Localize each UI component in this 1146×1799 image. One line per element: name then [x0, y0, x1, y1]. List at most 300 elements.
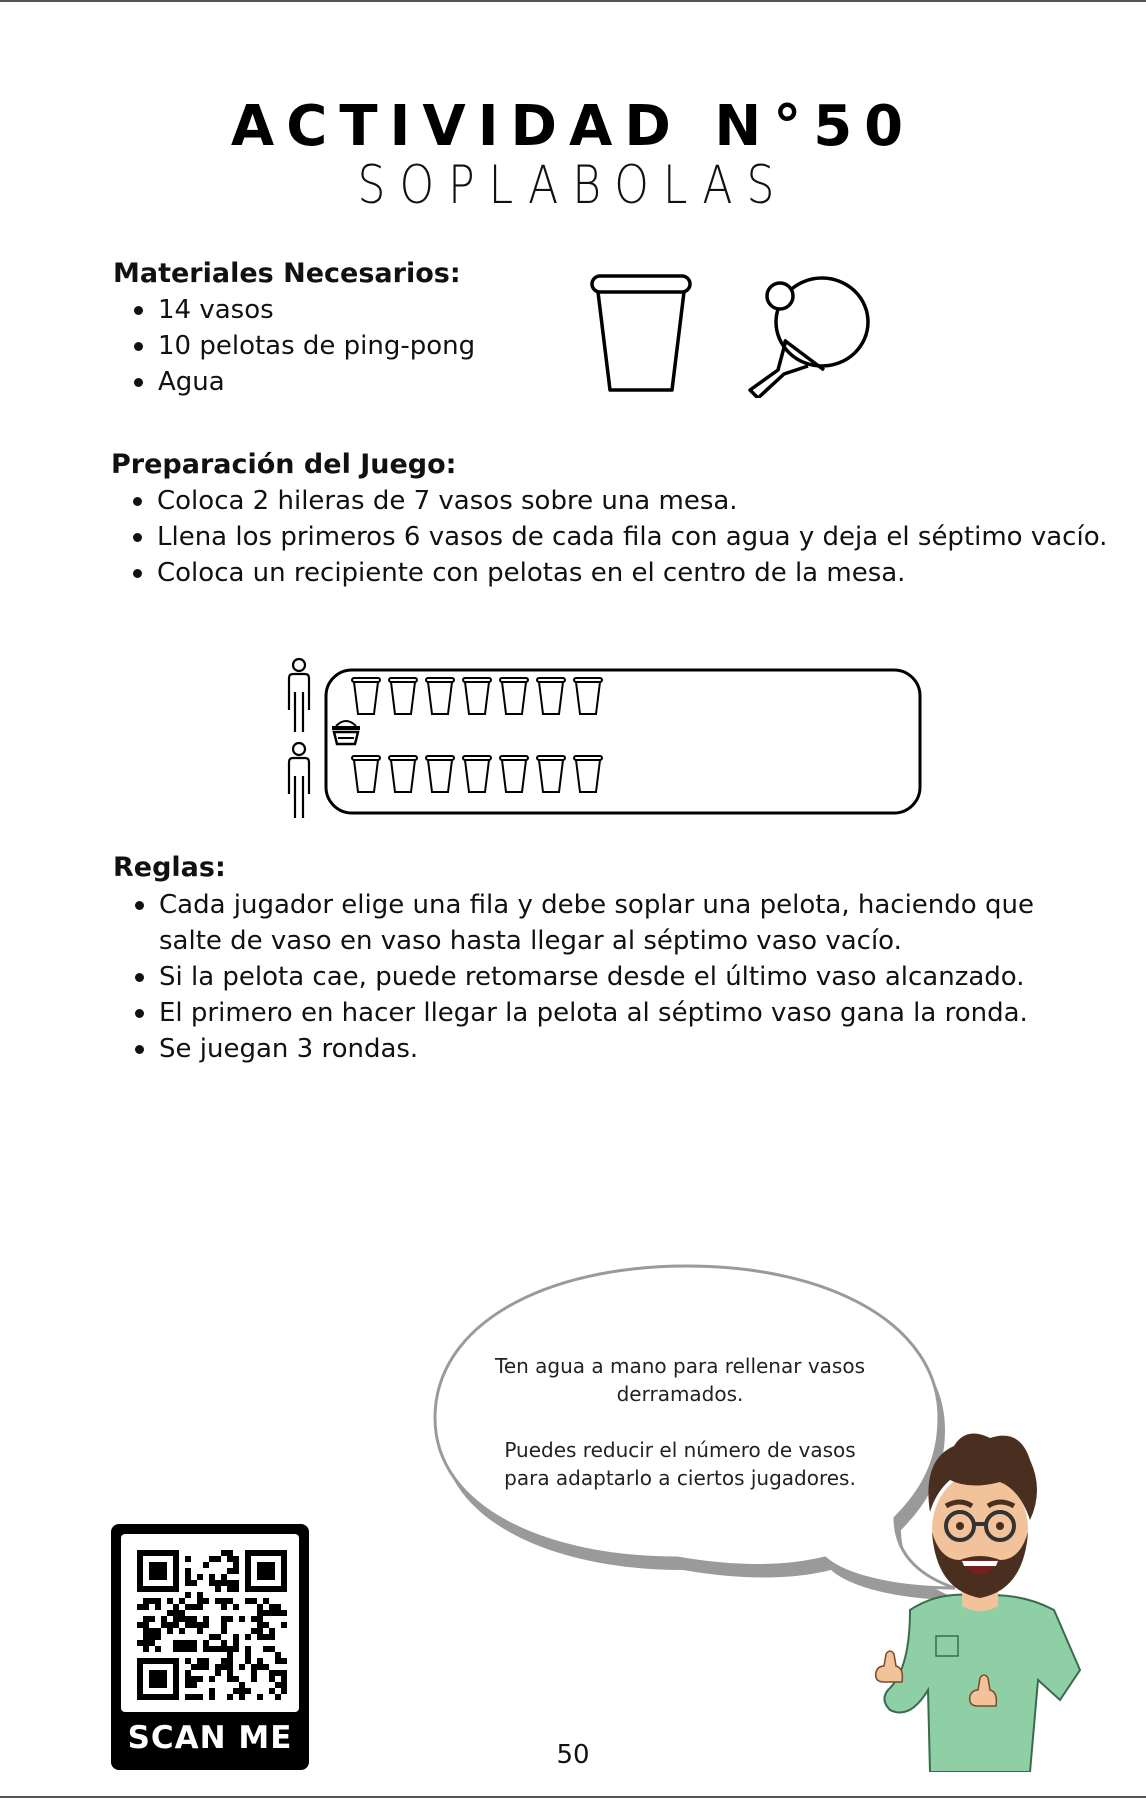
- cup-icon: [391, 760, 415, 792]
- qr-module: [191, 1616, 197, 1622]
- qr-module: [215, 1580, 221, 1586]
- qr-module: [227, 1568, 233, 1574]
- qr-module: [263, 1598, 269, 1604]
- cup-row: [352, 756, 602, 792]
- qr-module: [221, 1574, 227, 1580]
- qr-module: [263, 1634, 269, 1640]
- qr-module: [257, 1610, 263, 1616]
- qr-module: [143, 1628, 149, 1634]
- qr-module: [155, 1568, 161, 1574]
- qr-module: [281, 1676, 287, 1682]
- qr-module: [275, 1604, 281, 1610]
- qr-module: [251, 1616, 257, 1622]
- qr-module: [173, 1622, 179, 1628]
- qr-module: [215, 1664, 221, 1670]
- qr-module: [191, 1622, 197, 1628]
- qr-module: [263, 1568, 269, 1574]
- qr-module: [173, 1682, 179, 1688]
- qr-module: [173, 1640, 179, 1646]
- qr-module: [281, 1610, 287, 1616]
- qr-module: [149, 1670, 155, 1676]
- rules-list: [159, 887, 1089, 1067]
- qr-module: [179, 1640, 185, 1646]
- qr-module: [179, 1610, 185, 1616]
- qr-module: [155, 1658, 161, 1664]
- qr-module: [269, 1676, 275, 1682]
- qr-module: [149, 1628, 155, 1634]
- cup-icon: [465, 682, 489, 714]
- person-icon: [289, 659, 309, 732]
- qr-module: [143, 1598, 149, 1604]
- cup-icon: [391, 682, 415, 714]
- cup-icon: [574, 756, 602, 760]
- qr-module: [167, 1598, 173, 1604]
- qr-module: [221, 1640, 227, 1646]
- qr-module: [269, 1610, 275, 1616]
- qr-module: [149, 1586, 155, 1592]
- qr-module: [257, 1562, 263, 1568]
- qr-module: [233, 1634, 239, 1640]
- cup-icon: [428, 760, 452, 792]
- qr-module: [197, 1664, 203, 1670]
- qr-module: [173, 1604, 179, 1610]
- qr-module: [173, 1658, 179, 1664]
- qr-module: [269, 1550, 275, 1556]
- qr-module: [155, 1628, 161, 1634]
- qr-module: [197, 1592, 203, 1598]
- qr-module: [137, 1688, 143, 1694]
- qr-module: [275, 1550, 281, 1556]
- qr-module: [227, 1646, 233, 1652]
- qr-module: [137, 1586, 143, 1592]
- qr-module: [161, 1658, 167, 1664]
- qr-module: [215, 1598, 221, 1604]
- qr-module: [167, 1658, 173, 1664]
- qr-module: [155, 1646, 161, 1652]
- qr-module: [185, 1580, 191, 1586]
- qr-module: [185, 1574, 191, 1580]
- qr-module: [161, 1622, 167, 1628]
- qr-module: [179, 1598, 185, 1604]
- qr-module: [263, 1550, 269, 1556]
- qr-module: [257, 1586, 263, 1592]
- qr-module: [281, 1550, 287, 1556]
- qr-module: [203, 1598, 209, 1604]
- qr-module: [281, 1670, 287, 1676]
- qr-module: [149, 1658, 155, 1664]
- cup-icon: [576, 760, 600, 792]
- top-border: [0, 0, 1146, 2]
- qr-module: [137, 1622, 143, 1628]
- qr-module: [197, 1676, 203, 1682]
- qr-module: [173, 1550, 179, 1556]
- qr-module: [263, 1562, 269, 1568]
- qr-module: [149, 1640, 155, 1646]
- qr-module: [143, 1658, 149, 1664]
- qr-module: [221, 1628, 227, 1634]
- cup-icon: [463, 756, 491, 760]
- cup-icon: [500, 756, 528, 760]
- qr-module: [137, 1670, 143, 1676]
- qr-module: [269, 1670, 275, 1676]
- qr-module: [155, 1574, 161, 1580]
- qr-module: [245, 1586, 251, 1592]
- qr-module: [251, 1586, 257, 1592]
- qr-module: [233, 1640, 239, 1646]
- qr-module: [263, 1622, 269, 1628]
- list-item: El primero en hacer llegar la pelota al séptimo vaso gana la ronda.: [159, 995, 1089, 1031]
- qr-module: [155, 1670, 161, 1676]
- qr-module: [155, 1562, 161, 1568]
- qr-module: [281, 1574, 287, 1580]
- qr-module: [185, 1604, 191, 1610]
- qr-module: [185, 1592, 191, 1598]
- qr-module: [269, 1604, 275, 1610]
- qr-module: [275, 1682, 281, 1688]
- qr-module: [161, 1568, 167, 1574]
- ping-pong-paddle-icon: [744, 270, 872, 398]
- table-icon: [326, 670, 920, 813]
- qr-module: [257, 1568, 263, 1574]
- qr-module: [227, 1616, 233, 1622]
- cup-icon: [426, 678, 454, 682]
- qr-module: [185, 1646, 191, 1652]
- qr-module: [269, 1586, 275, 1592]
- qr-module: [227, 1556, 233, 1562]
- qr-module: [275, 1652, 281, 1658]
- qr-module: [137, 1640, 143, 1646]
- page-subtitle: SOPLABOLAS: [357, 154, 789, 216]
- qr-module: [173, 1694, 179, 1700]
- tips-text: [480, 1352, 880, 1520]
- qr-module: [155, 1586, 161, 1592]
- qr-module: [137, 1568, 143, 1574]
- qr-module: [221, 1604, 227, 1610]
- list-item: 10 pelotas de ping-pong: [158, 328, 475, 364]
- qr-module: [161, 1574, 167, 1580]
- cup-icon: [354, 682, 378, 714]
- qr-module: [149, 1676, 155, 1682]
- list-item: Llena los primeros 6 vasos de cada fila con agua y deja el séptimo vacío.: [157, 519, 1107, 555]
- qr-module: [209, 1694, 215, 1700]
- qr-module: [173, 1580, 179, 1586]
- qr-module: [269, 1574, 275, 1580]
- qr-module: [245, 1562, 251, 1568]
- qr-module: [209, 1580, 215, 1586]
- qr-module: [281, 1562, 287, 1568]
- qr-module: [149, 1574, 155, 1580]
- qr-module: [281, 1658, 287, 1664]
- qr-module: [251, 1664, 257, 1670]
- qr-module: [221, 1598, 227, 1604]
- qr-code-card[interactable]: [111, 1524, 309, 1770]
- qr-module: [173, 1616, 179, 1622]
- qr-module: [167, 1628, 173, 1634]
- qr-module: [143, 1622, 149, 1628]
- qr-module: [209, 1676, 215, 1682]
- qr-module: [161, 1586, 167, 1592]
- qr-module: [221, 1622, 227, 1628]
- qr-module: [137, 1694, 143, 1700]
- person-icon: [289, 743, 309, 818]
- qr-module: [209, 1688, 215, 1694]
- qr-module: [173, 1568, 179, 1574]
- qr-module: [221, 1580, 227, 1586]
- qr-module: [203, 1658, 209, 1664]
- qr-module: [173, 1646, 179, 1652]
- qr-module: [149, 1550, 155, 1556]
- cup-icon: [500, 678, 528, 682]
- qr-module: [245, 1580, 251, 1586]
- cup-icon: [426, 756, 454, 760]
- cup-icon: [502, 760, 526, 792]
- qr-module: [269, 1562, 275, 1568]
- qr-module: [221, 1646, 227, 1652]
- qr-module: [245, 1658, 251, 1664]
- qr-module: [275, 1670, 281, 1676]
- qr-module: [149, 1562, 155, 1568]
- qr-module: [185, 1658, 191, 1664]
- qr-module: [227, 1658, 233, 1664]
- list-item: Se juegan 3 rondas.: [159, 1031, 1089, 1067]
- qr-module: [275, 1658, 281, 1664]
- qr-module: [155, 1598, 161, 1604]
- qr-label: SCAN ME: [127, 1720, 293, 1756]
- qr-module: [221, 1550, 227, 1556]
- qr-module: [155, 1634, 161, 1640]
- list-item: Coloca un recipiente con pelotas en el centro de la mesa.: [157, 555, 1107, 591]
- qr-module: [179, 1628, 185, 1634]
- materials-heading: Materiales Necesarios:: [113, 258, 461, 289]
- qr-module: [269, 1688, 275, 1694]
- qr-module: [245, 1652, 251, 1658]
- qr-module: [197, 1694, 203, 1700]
- qr-module: [281, 1580, 287, 1586]
- qr-module: [227, 1676, 233, 1682]
- cup-icon: [588, 272, 694, 394]
- qr-module: [197, 1604, 203, 1610]
- qr-module: [191, 1676, 197, 1682]
- qr-module: [233, 1586, 239, 1592]
- qr-module: [275, 1586, 281, 1592]
- qr-module: [281, 1688, 287, 1694]
- qr-module: [209, 1574, 215, 1580]
- qr-module: [239, 1616, 245, 1622]
- qr-module: [257, 1616, 263, 1622]
- qr-module: [209, 1634, 215, 1640]
- cup-icon: [352, 756, 380, 760]
- qr-module: [227, 1664, 233, 1670]
- qr-module: [185, 1682, 191, 1688]
- qr-module: [257, 1604, 263, 1610]
- qr-module: [251, 1676, 257, 1682]
- qr-module: [233, 1562, 239, 1568]
- qr-module: [227, 1670, 233, 1676]
- qr-module: [281, 1568, 287, 1574]
- list-item: 14 vasos: [158, 292, 475, 328]
- qr-module: [137, 1664, 143, 1670]
- qr-module: [191, 1664, 197, 1670]
- qr-module: [161, 1562, 167, 1568]
- qr-module: [245, 1556, 251, 1562]
- qr-module: [269, 1634, 275, 1640]
- qr-module: [245, 1688, 251, 1694]
- qr-module: [161, 1616, 167, 1622]
- qr-module: [149, 1682, 155, 1688]
- qr-module: [173, 1688, 179, 1694]
- qr-module: [245, 1634, 251, 1640]
- qr-module: [215, 1634, 221, 1640]
- qr-module: [191, 1646, 197, 1652]
- qr-module: [167, 1622, 173, 1628]
- qr-module: [251, 1628, 257, 1634]
- cup-icon: [389, 756, 417, 760]
- cup-icon: [576, 682, 600, 714]
- rules-heading: Reglas:: [113, 852, 226, 883]
- qr-module: [269, 1568, 275, 1574]
- qr-module: [185, 1640, 191, 1646]
- qr-module: [257, 1694, 263, 1700]
- qr-module: [263, 1586, 269, 1592]
- qr-module: [155, 1676, 161, 1682]
- qr-module: [143, 1646, 149, 1652]
- qr-module: [173, 1562, 179, 1568]
- qr-module: [191, 1580, 197, 1586]
- qr-module: [269, 1646, 275, 1652]
- qr-module: [143, 1604, 149, 1610]
- qr-module: [239, 1664, 245, 1670]
- qr-module: [239, 1694, 245, 1700]
- qr-module: [281, 1682, 287, 1688]
- qr-module: [263, 1610, 269, 1616]
- qr-module: [149, 1694, 155, 1700]
- qr-module: [269, 1628, 275, 1634]
- qr-module: [257, 1550, 263, 1556]
- cup-icon: [539, 682, 563, 714]
- qr-module: [215, 1586, 221, 1592]
- cup-icon: [354, 760, 378, 792]
- qr-module: [149, 1598, 155, 1604]
- qr-module: [221, 1616, 227, 1622]
- qr-module: [143, 1694, 149, 1700]
- qr-module: [143, 1550, 149, 1556]
- tip-line: Ten agua a mano para rellenar vasos derramados.: [495, 1354, 865, 1406]
- qr-module: [167, 1694, 173, 1700]
- qr-module: [161, 1694, 167, 1700]
- qr-module: [257, 1664, 263, 1670]
- teacher-avatar: [870, 1420, 1090, 1772]
- cup-icon: [537, 756, 565, 760]
- qr-module: [191, 1682, 197, 1688]
- qr-module: [239, 1682, 245, 1688]
- qr-module: [233, 1676, 239, 1682]
- qr-module: [227, 1598, 233, 1604]
- qr-module: [233, 1604, 239, 1610]
- qr-module: [155, 1550, 161, 1556]
- qr-module: [197, 1622, 203, 1628]
- qr-module: [245, 1598, 251, 1604]
- table-setup-diagram: [280, 652, 930, 822]
- qr-module: [203, 1646, 209, 1652]
- qr-module: [167, 1586, 173, 1592]
- qr-module: [143, 1586, 149, 1592]
- preparation-heading: Preparación del Juego:: [111, 449, 457, 480]
- qr-module: [179, 1646, 185, 1652]
- qr-module: [137, 1550, 143, 1556]
- qr-module: [257, 1574, 263, 1580]
- qr-module: [149, 1568, 155, 1574]
- qr-module: [185, 1622, 191, 1628]
- cup-row: [352, 678, 602, 714]
- qr-module: [203, 1664, 209, 1670]
- qr-module: [173, 1574, 179, 1580]
- qr-module: [245, 1550, 251, 1556]
- qr-module: [161, 1670, 167, 1676]
- qr-module: [215, 1556, 221, 1562]
- qr-module: [245, 1646, 251, 1652]
- cup-icon: [502, 682, 526, 714]
- qr-module: [209, 1646, 215, 1652]
- qr-module: [173, 1586, 179, 1592]
- page-number: 50: [556, 1740, 590, 1770]
- list-item: Coloca 2 hileras de 7 vasos sobre una mesa.: [157, 483, 1107, 519]
- qr-module: [227, 1694, 233, 1700]
- qr-module: [185, 1694, 191, 1700]
- qr-module: [275, 1694, 281, 1700]
- qr-module: [143, 1616, 149, 1622]
- qr-module: [137, 1580, 143, 1586]
- list-item: Agua: [158, 364, 475, 400]
- qr-module: [191, 1694, 197, 1700]
- qr-module: [197, 1598, 203, 1604]
- qr-module: [173, 1676, 179, 1682]
- qr-module: [155, 1682, 161, 1688]
- basket-icon: [332, 721, 360, 744]
- qr-module: [227, 1652, 233, 1658]
- qr-module: [245, 1574, 251, 1580]
- qr-module: [233, 1556, 239, 1562]
- qr-module: [173, 1664, 179, 1670]
- qr-module: [137, 1562, 143, 1568]
- qr-module: [137, 1658, 143, 1664]
- qr-module: [161, 1550, 167, 1556]
- qr-module: [251, 1598, 257, 1604]
- page-title: ACTIVIDAD N°50: [230, 94, 916, 159]
- qr-module: [137, 1604, 143, 1610]
- qr-module: [263, 1664, 269, 1670]
- qr-module: [257, 1622, 263, 1628]
- cup-icon: [352, 678, 380, 682]
- cup-icon: [463, 678, 491, 682]
- qr-module: [203, 1616, 209, 1622]
- qr-module: [137, 1556, 143, 1562]
- qr-module: [227, 1580, 233, 1586]
- qr-module: [275, 1610, 281, 1616]
- qr-module: [185, 1670, 191, 1676]
- qr-module: [215, 1670, 221, 1676]
- qr-code-icon: [121, 1534, 299, 1712]
- qr-module: [215, 1646, 221, 1652]
- qr-module: [185, 1616, 191, 1622]
- tip-line: Puedes reducir el número de vasos para adaptarlo a ciertos jugadores.: [504, 1438, 856, 1490]
- list-item: Cada jugador elige una fila y debe soplar una pelota, haciendo que salte de vaso en vaso hasta llegar al séptimo vaso vacío.: [159, 887, 1079, 959]
- qr-module: [173, 1556, 179, 1562]
- cup-icon: [574, 678, 602, 682]
- qr-module: [149, 1616, 155, 1622]
- qr-module: [233, 1568, 239, 1574]
- qr-code[interactable]: [121, 1534, 299, 1712]
- cup-icon: [537, 678, 565, 682]
